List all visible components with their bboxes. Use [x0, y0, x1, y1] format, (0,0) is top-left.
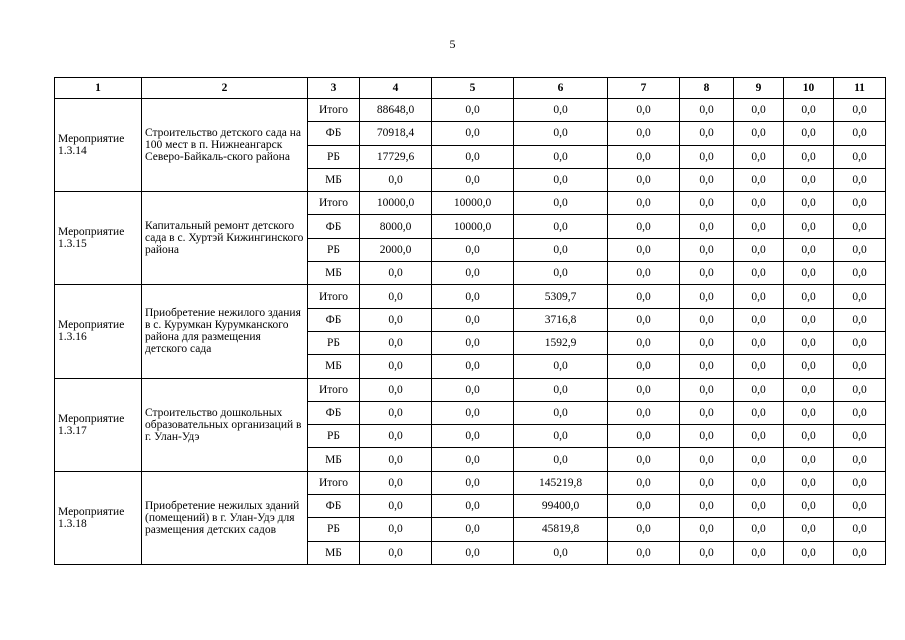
amount-cell: 0,0 [608, 518, 680, 541]
funding-source: ФБ [308, 215, 360, 238]
amount-cell: 0,0 [608, 285, 680, 308]
amount-cell: 99400,0 [514, 495, 608, 518]
amount-cell: 8000,0 [360, 215, 432, 238]
amount-cell: 0,0 [608, 99, 680, 122]
amount-cell: 0,0 [734, 495, 784, 518]
table-row [55, 471, 886, 494]
amount-cell: 0,0 [608, 262, 680, 285]
amount-cell: 0,0 [360, 262, 432, 285]
amount-cell: 0,0 [360, 168, 432, 191]
amount-cell: 0,0 [734, 122, 784, 145]
amount-cell: 0,0 [784, 99, 834, 122]
amount-cell: 0,0 [514, 215, 608, 238]
column-header: 1 [55, 78, 142, 99]
amount-cell: 3716,8 [514, 308, 608, 331]
activity-label: Мероприятие 1.3.18 [55, 471, 142, 564]
funding-source: ФБ [308, 308, 360, 331]
amount-cell: 0,0 [834, 448, 886, 471]
amount-cell: 0,0 [432, 168, 514, 191]
amount-cell: 0,0 [834, 471, 886, 494]
amount-cell: 0,0 [680, 378, 734, 401]
amount-cell: 0,0 [432, 518, 514, 541]
amount-cell: 0,0 [784, 238, 834, 261]
amount-cell: 0,0 [608, 145, 680, 168]
amount-cell: 0,0 [432, 308, 514, 331]
amount-cell: 0,0 [680, 168, 734, 191]
amount-cell: 0,0 [514, 168, 608, 191]
amount-cell: 0,0 [784, 471, 834, 494]
amount-cell: 0,0 [784, 518, 834, 541]
amount-cell: 0,0 [432, 401, 514, 424]
amount-cell: 0,0 [514, 122, 608, 145]
funding-source: Итого [308, 378, 360, 401]
amount-cell: 0,0 [784, 145, 834, 168]
amount-cell: 0,0 [784, 215, 834, 238]
column-header: 7 [608, 78, 680, 99]
amount-cell: 0,0 [608, 168, 680, 191]
amount-cell: 0,0 [680, 331, 734, 354]
amount-cell: 17729,6 [360, 145, 432, 168]
amount-cell: 0,0 [514, 401, 608, 424]
amount-cell: 0,0 [514, 378, 608, 401]
amount-cell: 0,0 [514, 448, 608, 471]
amount-cell: 0,0 [608, 192, 680, 215]
funding-source: РБ [308, 145, 360, 168]
amount-cell: 0,0 [784, 495, 834, 518]
amount-cell: 0,0 [734, 401, 784, 424]
funding-source: ФБ [308, 495, 360, 518]
amount-cell: 0,0 [432, 378, 514, 401]
amount-cell: 0,0 [680, 285, 734, 308]
column-header: 6 [514, 78, 608, 99]
amount-cell: 0,0 [734, 168, 784, 191]
amount-cell: 0,0 [784, 308, 834, 331]
amount-cell: 0,0 [608, 331, 680, 354]
amount-cell: 10000,0 [432, 192, 514, 215]
amount-cell: 0,0 [834, 378, 886, 401]
amount-cell: 10000,0 [432, 215, 514, 238]
column-header: 4 [360, 78, 432, 99]
activity-description: Строительство дошкольных образовательных организаций в г. Улан-Удэ [142, 378, 308, 471]
amount-cell: 0,0 [680, 308, 734, 331]
amount-cell: 0,0 [734, 378, 784, 401]
amount-cell: 0,0 [432, 425, 514, 448]
funding-source: РБ [308, 238, 360, 261]
amount-cell: 0,0 [360, 331, 432, 354]
table-row [55, 285, 886, 308]
activity-label: Мероприятие 1.3.14 [55, 99, 142, 192]
amount-cell: 0,0 [834, 192, 886, 215]
amount-cell: 0,0 [608, 308, 680, 331]
amount-cell: 0,0 [784, 262, 834, 285]
activity-label: Мероприятие 1.3.15 [55, 192, 142, 285]
column-header: 11 [834, 78, 886, 99]
amount-cell: 0,0 [680, 355, 734, 378]
amount-cell: 0,0 [432, 145, 514, 168]
amount-cell: 0,0 [608, 238, 680, 261]
amount-cell: 0,0 [608, 495, 680, 518]
amount-cell: 0,0 [360, 518, 432, 541]
amount-cell: 0,0 [734, 518, 784, 541]
amount-cell: 0,0 [734, 145, 784, 168]
activity-description: Капитальный ремонт детского сада в с. Хуртэй Кижингинского района [142, 192, 308, 285]
amount-cell: 0,0 [360, 401, 432, 424]
amount-cell: 0,0 [360, 448, 432, 471]
amount-cell: 0,0 [432, 122, 514, 145]
amount-cell: 0,0 [514, 425, 608, 448]
amount-cell: 0,0 [834, 168, 886, 191]
amount-cell: 0,0 [680, 122, 734, 145]
amount-cell: 0,0 [834, 518, 886, 541]
amount-cell: 0,0 [784, 378, 834, 401]
amount-cell: 0,0 [734, 471, 784, 494]
amount-cell: 0,0 [680, 471, 734, 494]
amount-cell: 0,0 [834, 355, 886, 378]
amount-cell: 0,0 [734, 541, 784, 564]
amount-cell: 0,0 [784, 331, 834, 354]
activity-label: Мероприятие 1.3.17 [55, 378, 142, 471]
amount-cell: 0,0 [784, 355, 834, 378]
amount-cell: 0,0 [680, 541, 734, 564]
amount-cell: 0,0 [734, 238, 784, 261]
amount-cell: 0,0 [360, 425, 432, 448]
amount-cell: 5309,7 [514, 285, 608, 308]
amount-cell: 0,0 [784, 285, 834, 308]
amount-cell: 0,0 [680, 425, 734, 448]
amount-cell: 0,0 [834, 238, 886, 261]
funding-source: Итого [308, 99, 360, 122]
amount-cell: 0,0 [834, 99, 886, 122]
funding-source: ФБ [308, 122, 360, 145]
amount-cell: 0,0 [784, 541, 834, 564]
amount-cell: 10000,0 [360, 192, 432, 215]
table-body [55, 99, 886, 565]
amount-cell: 0,0 [608, 215, 680, 238]
amount-cell: 0,0 [432, 99, 514, 122]
amount-cell: 0,0 [608, 378, 680, 401]
amount-cell: 0,0 [432, 285, 514, 308]
amount-cell: 0,0 [734, 99, 784, 122]
funding-table [54, 77, 886, 565]
amount-cell: 0,0 [514, 262, 608, 285]
column-header: 3 [308, 78, 360, 99]
amount-cell: 0,0 [432, 355, 514, 378]
column-header: 10 [784, 78, 834, 99]
funding-source: Итого [308, 285, 360, 308]
amount-cell: 0,0 [608, 448, 680, 471]
amount-cell: 0,0 [834, 215, 886, 238]
amount-cell: 0,0 [834, 122, 886, 145]
funding-source: Итого [308, 471, 360, 494]
amount-cell: 0,0 [360, 355, 432, 378]
table-row [55, 99, 886, 122]
activity-description: Строительство детского сада на 100 мест в п. Нижнеангарск Северо-Байкаль-ского района [142, 99, 308, 192]
amount-cell: 0,0 [432, 541, 514, 564]
funding-source: МБ [308, 262, 360, 285]
amount-cell: 0,0 [680, 401, 734, 424]
amount-cell: 0,0 [734, 425, 784, 448]
activity-label: Мероприятие 1.3.16 [55, 285, 142, 378]
amount-cell: 2000,0 [360, 238, 432, 261]
amount-cell: 0,0 [514, 541, 608, 564]
funding-source: МБ [308, 541, 360, 564]
amount-cell: 1592,9 [514, 331, 608, 354]
amount-cell: 0,0 [734, 215, 784, 238]
amount-cell: 0,0 [834, 145, 886, 168]
amount-cell: 0,0 [360, 471, 432, 494]
amount-cell: 0,0 [432, 471, 514, 494]
amount-cell: 0,0 [784, 122, 834, 145]
amount-cell: 0,0 [360, 541, 432, 564]
amount-cell: 0,0 [514, 99, 608, 122]
amount-cell: 0,0 [680, 99, 734, 122]
amount-cell: 0,0 [834, 308, 886, 331]
amount-cell: 0,0 [734, 192, 784, 215]
amount-cell: 0,0 [360, 308, 432, 331]
amount-cell: 0,0 [734, 262, 784, 285]
amount-cell: 0,0 [734, 448, 784, 471]
funding-source: МБ [308, 355, 360, 378]
amount-cell: 0,0 [514, 145, 608, 168]
activity-description: Приобретение нежилых зданий (помещений) в г. Улан-Удэ для размещения детских садов [142, 471, 308, 564]
amount-cell: 0,0 [680, 215, 734, 238]
amount-cell: 0,0 [608, 355, 680, 378]
amount-cell: 145219,8 [514, 471, 608, 494]
amount-cell: 0,0 [834, 262, 886, 285]
amount-cell: 0,0 [514, 192, 608, 215]
amount-cell: 0,0 [432, 448, 514, 471]
amount-cell: 0,0 [608, 471, 680, 494]
amount-cell: 0,0 [734, 331, 784, 354]
column-header: 8 [680, 78, 734, 99]
amount-cell: 0,0 [514, 238, 608, 261]
table-row [55, 378, 886, 401]
amount-cell: 0,0 [608, 425, 680, 448]
amount-cell: 0,0 [432, 495, 514, 518]
amount-cell: 0,0 [360, 495, 432, 518]
amount-cell: 70918,4 [360, 122, 432, 145]
amount-cell: 0,0 [608, 122, 680, 145]
amount-cell: 0,0 [734, 285, 784, 308]
amount-cell: 0,0 [514, 355, 608, 378]
funding-source: РБ [308, 331, 360, 354]
header-row [55, 78, 886, 99]
amount-cell: 0,0 [360, 378, 432, 401]
amount-cell: 0,0 [680, 192, 734, 215]
column-header: 5 [432, 78, 514, 99]
funding-source: РБ [308, 425, 360, 448]
amount-cell: 0,0 [680, 448, 734, 471]
amount-cell: 0,0 [680, 145, 734, 168]
amount-cell: 0,0 [784, 168, 834, 191]
table-row [55, 192, 886, 215]
amount-cell: 0,0 [432, 238, 514, 261]
amount-cell: 0,0 [784, 425, 834, 448]
amount-cell: 0,0 [784, 192, 834, 215]
amount-cell: 0,0 [834, 331, 886, 354]
funding-source: МБ [308, 448, 360, 471]
amount-cell: 0,0 [608, 541, 680, 564]
amount-cell: 45819,8 [514, 518, 608, 541]
page-number: 5 [449, 37, 456, 51]
amount-cell: 0,0 [834, 495, 886, 518]
funding-source: Итого [308, 192, 360, 215]
funding-source: МБ [308, 168, 360, 191]
funding-source: РБ [308, 518, 360, 541]
amount-cell: 0,0 [834, 425, 886, 448]
amount-cell: 0,0 [432, 331, 514, 354]
amount-cell: 0,0 [784, 401, 834, 424]
amount-cell: 0,0 [680, 238, 734, 261]
amount-cell: 0,0 [834, 541, 886, 564]
amount-cell: 0,0 [784, 448, 834, 471]
amount-cell: 88648,0 [360, 99, 432, 122]
column-header: 9 [734, 78, 784, 99]
amount-cell: 0,0 [834, 285, 886, 308]
amount-cell: 0,0 [680, 518, 734, 541]
amount-cell: 0,0 [608, 401, 680, 424]
funding-source: ФБ [308, 401, 360, 424]
amount-cell: 0,0 [734, 308, 784, 331]
amount-cell: 0,0 [834, 401, 886, 424]
amount-cell: 0,0 [734, 355, 784, 378]
activity-description: Приобретение нежилого здания в с. Курумкан Курумканского района для размещения детского сада [142, 285, 308, 378]
amount-cell: 0,0 [360, 285, 432, 308]
amount-cell: 0,0 [432, 262, 514, 285]
amount-cell: 0,0 [680, 495, 734, 518]
column-header: 2 [142, 78, 308, 99]
amount-cell: 0,0 [680, 262, 734, 285]
